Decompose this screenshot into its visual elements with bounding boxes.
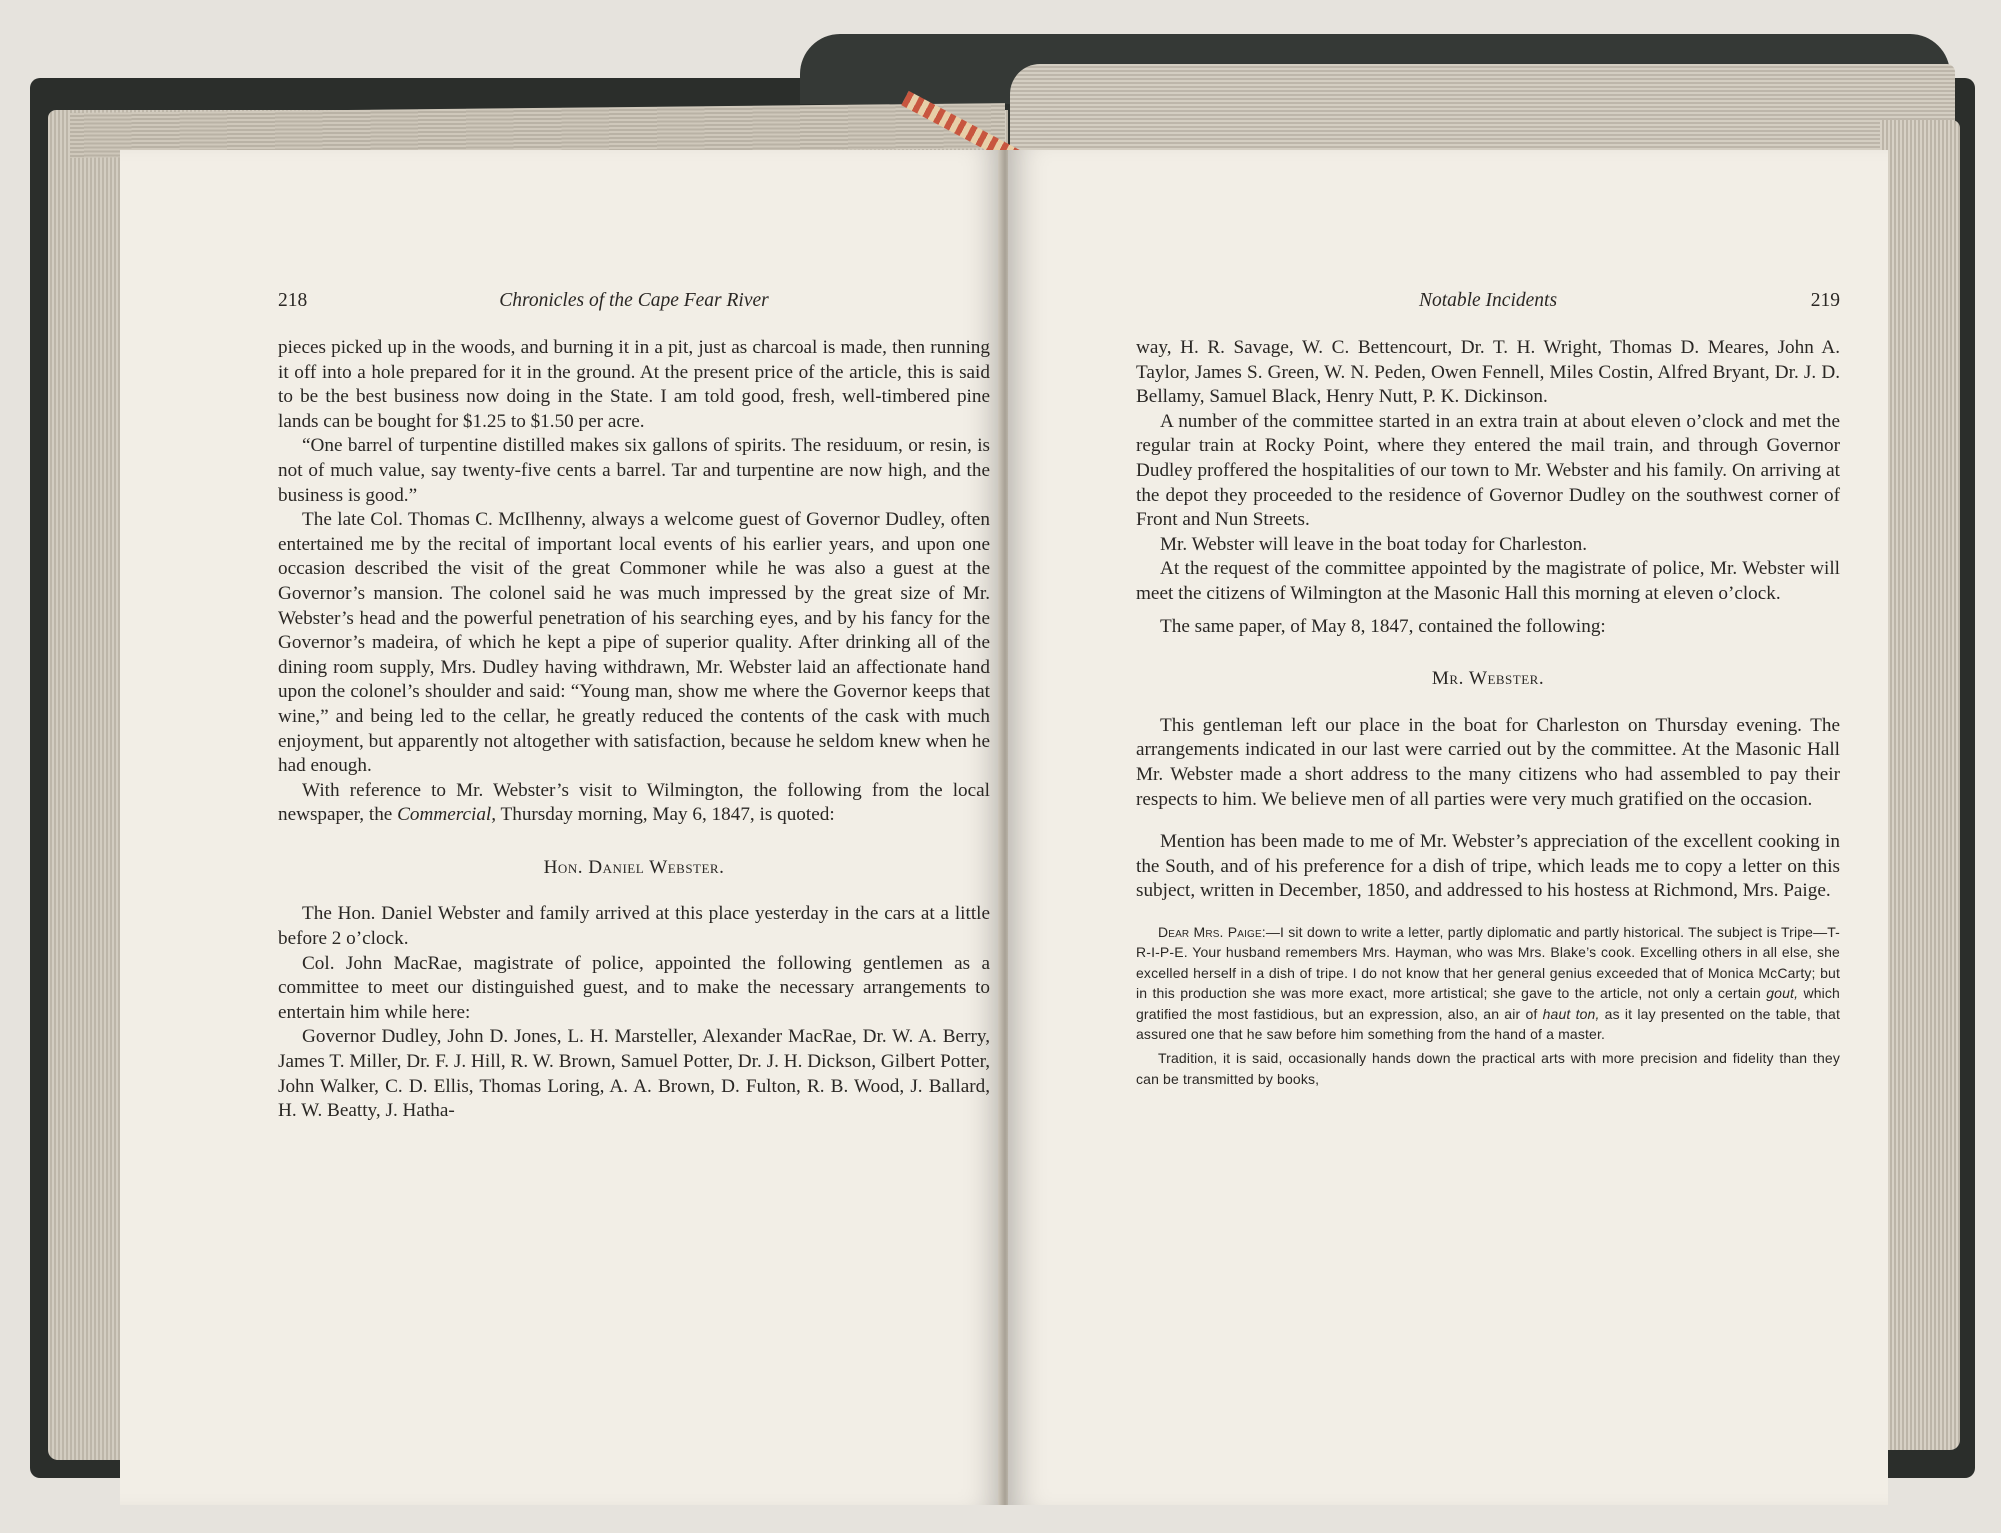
right-paragraph-7: Mention has been made to me of Mr. Webster’s appreciation of the excellent cooking in the South, and of his preference for a dish of tripe, which leads me to copy a letter on this subject, written in December, 1850, and addressed to his hostess at Richmond, Mrs. Paige. xyxy=(1136,831,1840,902)
right-page xyxy=(1008,150,1888,1505)
left-paragraph-4-start: With reference to Mr. Webster’s visit to Wilmington, the following from the local newspaper, the xyxy=(278,779,990,826)
left-paragraph-5: The Hon. Daniel Webster and family arrived at this place yesterday in the cars at a little before 2 o’clock. xyxy=(278,903,990,950)
newspaper-name: Commercial, xyxy=(397,804,497,826)
right-paragraph-6: This gentleman left our place in the boat for Charleston on Thursday evening. The arrangements indicated in our last were carried out by the committee. At the Masonic Hall Mr. Webster made a short address to the many citizens who had assembled to pay their respects to him. We believe men of all parties were very much gratified on the occasion. xyxy=(1136,714,1840,810)
letter-salutation: Dear Mrs. Paige: xyxy=(1158,923,1266,940)
right-paragraph-1: way, H. R. Savage, W. C. Bettencourt, Dr. T. H. Wright, Thomas D. Meares, John A. Taylor, James S. Green, W. N. Peden, Owen Fennell, Miles Costin, Alfred Bryant, Dr. J. D. Bellamy, Samuel Black, Henry Nutt, P. K. Dickinson. xyxy=(1136,337,1840,408)
left-page xyxy=(120,150,1002,1505)
letter-italic-haut-ton: haut ton, xyxy=(1542,1005,1600,1022)
right-paragraph-2: A number of the committee started in an extra train at about eleven o’clock and met the regular train at Rocky Point, where they entered the mail train, and through Governor Dudley proffered the hospitalities of our town to Mr. Webster and his family. On arriving at the depot they proceeded to the residence of Governor Dudley on the southwest corner of Front and Nun Streets. xyxy=(1136,410,1840,531)
left-paragraph-4 xyxy=(278,779,990,828)
right-running-head xyxy=(1136,290,1840,320)
left-paragraph-1: pieces picked up in the woods, and burning it in a pit, just as charcoal is made, then running it off into a hole prepared for it in the ground. At the present price of the article, this is said to be the best business now doing in the State. I am told good, fresh, well-timbered pine lands can be bought for $1.25 to $1.50 per acre. xyxy=(278,337,990,432)
right-paragraph-4: At the request of the committee appointed by the magistrate of police, Mr. Webster will meet the citizens of Wilmington at the Masonic Hall this morning at eleven o’clock. xyxy=(1136,558,1840,604)
left-body-text xyxy=(278,336,990,1124)
page-edges-right xyxy=(1880,120,1960,1450)
right-body-text xyxy=(1136,336,1840,1089)
left-paragraph-4-end: Thursday morning, May 6, 1847, is quoted: xyxy=(496,804,835,826)
left-running-head xyxy=(278,290,990,320)
right-running-title: Notable Incidents xyxy=(1418,290,1558,311)
left-paragraph-3: The late Col. Thomas C. McIlhenny, always a welcome guest of Governor Dudley, often entertained me by the recital of important local events of his earlier years, and upon one occasion described the visit of the great Commoner while he was also a guest at the Governor’s mansion. The colonel said he was much impressed by the great size of Mr. Webster’s head and the powerful penetration of his searching eyes, and by his fancy for the Governor’s madeira, of which he kept a pipe of superior quality. After drinking all of the dining room supply, Mrs. Dudley having withdrawn, Mr. Webster laid an affectionate hand upon the colonel’s shoulder and said: “Young man, show me where the Governor keeps that wine,” and being led to the cellar, he greatly reduced the contents of the cask with much enjoyment, but apparently not altogether with satisfaction, because he seldom knew when he had enough. xyxy=(278,509,990,777)
spacer xyxy=(1136,607,1840,615)
spacer xyxy=(1136,812,1840,830)
right-paragraph-5: The same paper, of May 8, 1847, contained the following: xyxy=(1160,615,1606,637)
page-edges-top-right xyxy=(1010,64,1955,154)
right-section-heading: Mr. Webster. xyxy=(1431,668,1545,690)
right-paragraph-3: Mr. Webster will leave in the boat today for Charleston. xyxy=(1160,533,1588,555)
left-paragraph-2: “One barrel of turpentine distilled makes six gallons of spirits. The residuum, or resin, is not of much value, say twenty-five cents a barrel. Tar and turpentine are now high, and the business is good.” xyxy=(278,435,990,506)
spacer xyxy=(1136,904,1840,922)
letter-text-c: as it lay presented on the table, that assured one that he saw before him something from the hand of a master. xyxy=(1136,1005,1840,1042)
letter-italic-gout: gout, xyxy=(1766,985,1799,1002)
letter-paragraph-2: Tradition, it is said, occasionally hands down the practical arts with more precision and fidelity than they can be transmitted by books, xyxy=(1136,1050,1840,1087)
letter-block xyxy=(1136,922,1840,1089)
left-running-title: Chronicles of the Cape Fear River xyxy=(499,290,769,311)
letter-text-a: —I sit down to write a letter, partly diplomatic and partly historical. The subject is Tripe—T-R-I-P-E. Your husband remembers Mrs. Hayman, who was Mrs. Blake’s cook. Excelling others in all else, she excelled herself in a dish of tripe. I do not know that her general genius exceeded that of Monica McCarty; but in this production she was more exact, more artistical; she gave to the article, not only a certain xyxy=(1136,923,1840,1002)
right-page-number: 219 xyxy=(1810,290,1840,311)
left-paragraph-6: Col. John MacRae, magistrate of police, appointed the following gentlemen as a committee to meet our distinguished guest, and to make the necessary arrangements to entertain him while here: xyxy=(278,952,990,1023)
left-paragraph-7: Governor Dudley, John D. Jones, L. H. Marsteller, Alexander MacRae, Dr. W. A. Berry, James T. Miller, Dr. F. J. Hill, R. W. Brown, Samuel Potter, Dr. J. H. Dickson, Gilbert Potter, John Walker, C. D. Ellis, Thomas Loring, A. A. Brown, D. Fulton, R. B. Wood, J. Ballard, H. W. Beatty, J. Hatha- xyxy=(278,1026,990,1122)
letter-text-b: which gratified the most fastidious, but an expression, also, an air of xyxy=(1136,985,1840,1022)
left-section-heading: Hon. Daniel Webster. xyxy=(543,856,725,878)
left-page-number: 218 xyxy=(278,290,308,311)
letter-paragraph-1 xyxy=(1136,922,1840,1044)
